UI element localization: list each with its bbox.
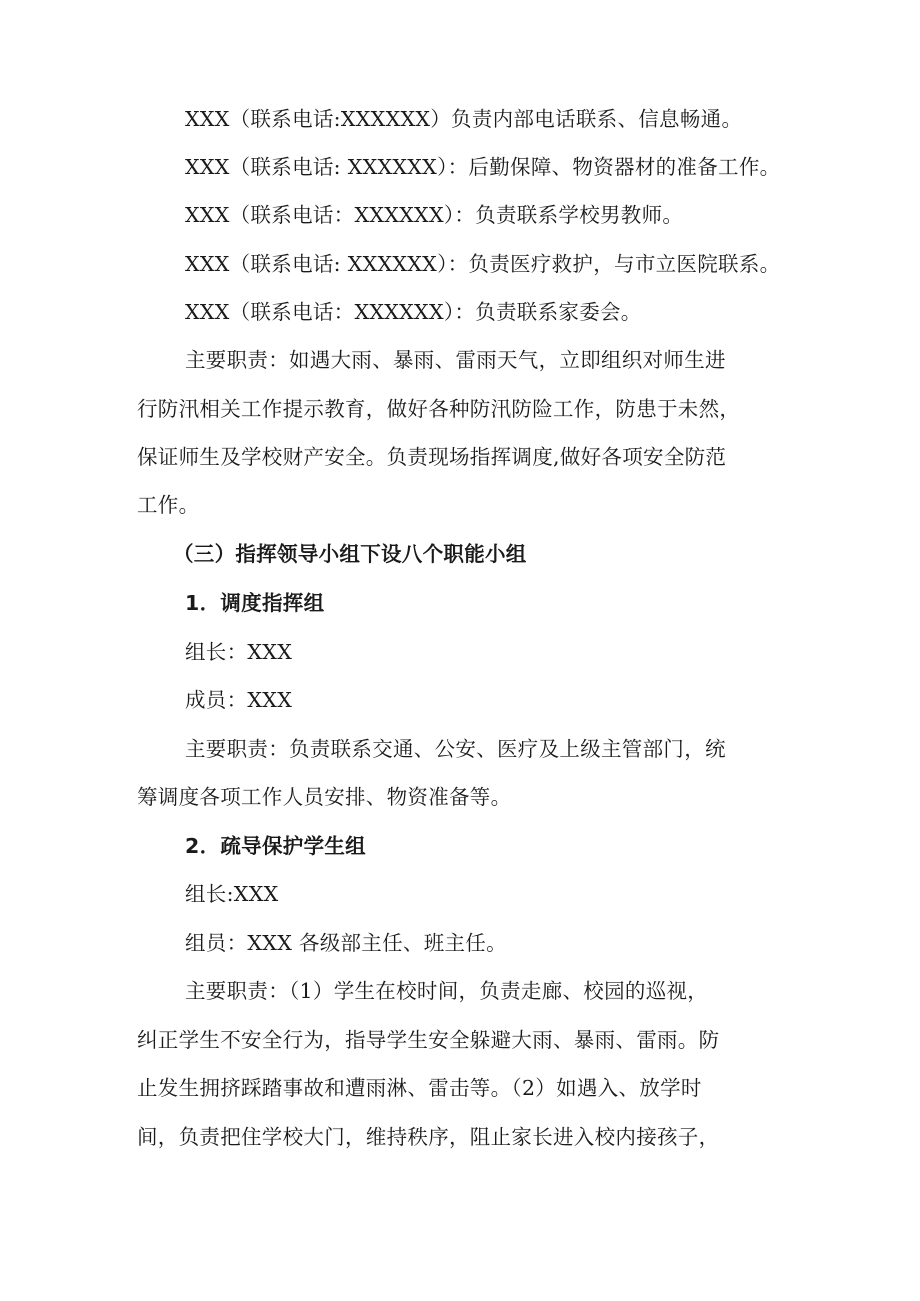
section-heading: （三）指挥领导小组下设八个职能小组 xyxy=(173,542,527,566)
contact-line-3: XXX（联系电话：XXXXXX）：负责联系学校男教师。 xyxy=(185,203,684,227)
group-2-duty-line-2: 纠正学生不安全行为，指导学生安全躲避大雨、暴雨、雷雨。防 xyxy=(137,1028,720,1052)
group-2-duty-line-1: 主要职责：（1）学生在校时间，负责走廊、校园的巡视， xyxy=(185,979,709,1003)
group-2-members: 组员：XXX 各级部主任、班主任。 xyxy=(185,931,507,955)
group-2-leader: 组长:XXX xyxy=(185,882,279,906)
group-1-members: 成员：XXX xyxy=(185,688,293,712)
main-duty-line-3: 保证师生及学校财产安全。负责现场指挥调度,做好各项安全防范 xyxy=(137,445,727,469)
main-duty-line-1: 主要职责：如遇大雨、暴雨、雷雨天气，立即组织对师生进 xyxy=(185,348,726,372)
contact-line-5: XXX（联系电话：XXXXXX）：负责联系家委会。 xyxy=(185,300,642,324)
contact-line-2: XXX（联系电话: XXXXXX）：后勤保障、物资器材的准备工作。 xyxy=(185,155,781,179)
group-1-leader: 组长：XXX xyxy=(185,640,293,664)
contact-line-1: XXX（联系电话:XXXXXX）负责内部电话联系、信息畅通。 xyxy=(185,107,743,131)
contact-line-4: XXX（联系电话: XXXXXX）：负责医疗救护，与市立医院联系。 xyxy=(185,252,781,276)
group-1-duty-line-2: 筹调度各项工作人员安排、物资准备等。 xyxy=(137,785,512,809)
group-1-title: 1．调度指挥组 xyxy=(185,591,325,615)
group-1-duty-line-1: 主要职责：负责联系交通、公安、医疗及上级主管部门，统 xyxy=(185,737,726,761)
main-duty-line-4: 工作。 xyxy=(137,493,200,517)
group-2-duty-line-4: 间，负责把住学校大门，维持秩序，阻止家长进入校内接孩子， xyxy=(137,1125,720,1149)
group-2-duty-line-3: 止发生拥挤踩踏事故和遭雨淋、雷击等。（2）如遇入、放学时 xyxy=(137,1076,702,1100)
main-duty-line-2: 行防汛相关工作提示教育，做好各种防汛防险工作，防患于未然， xyxy=(137,397,741,421)
group-2-title: 2．疏导保护学生组 xyxy=(185,834,366,858)
